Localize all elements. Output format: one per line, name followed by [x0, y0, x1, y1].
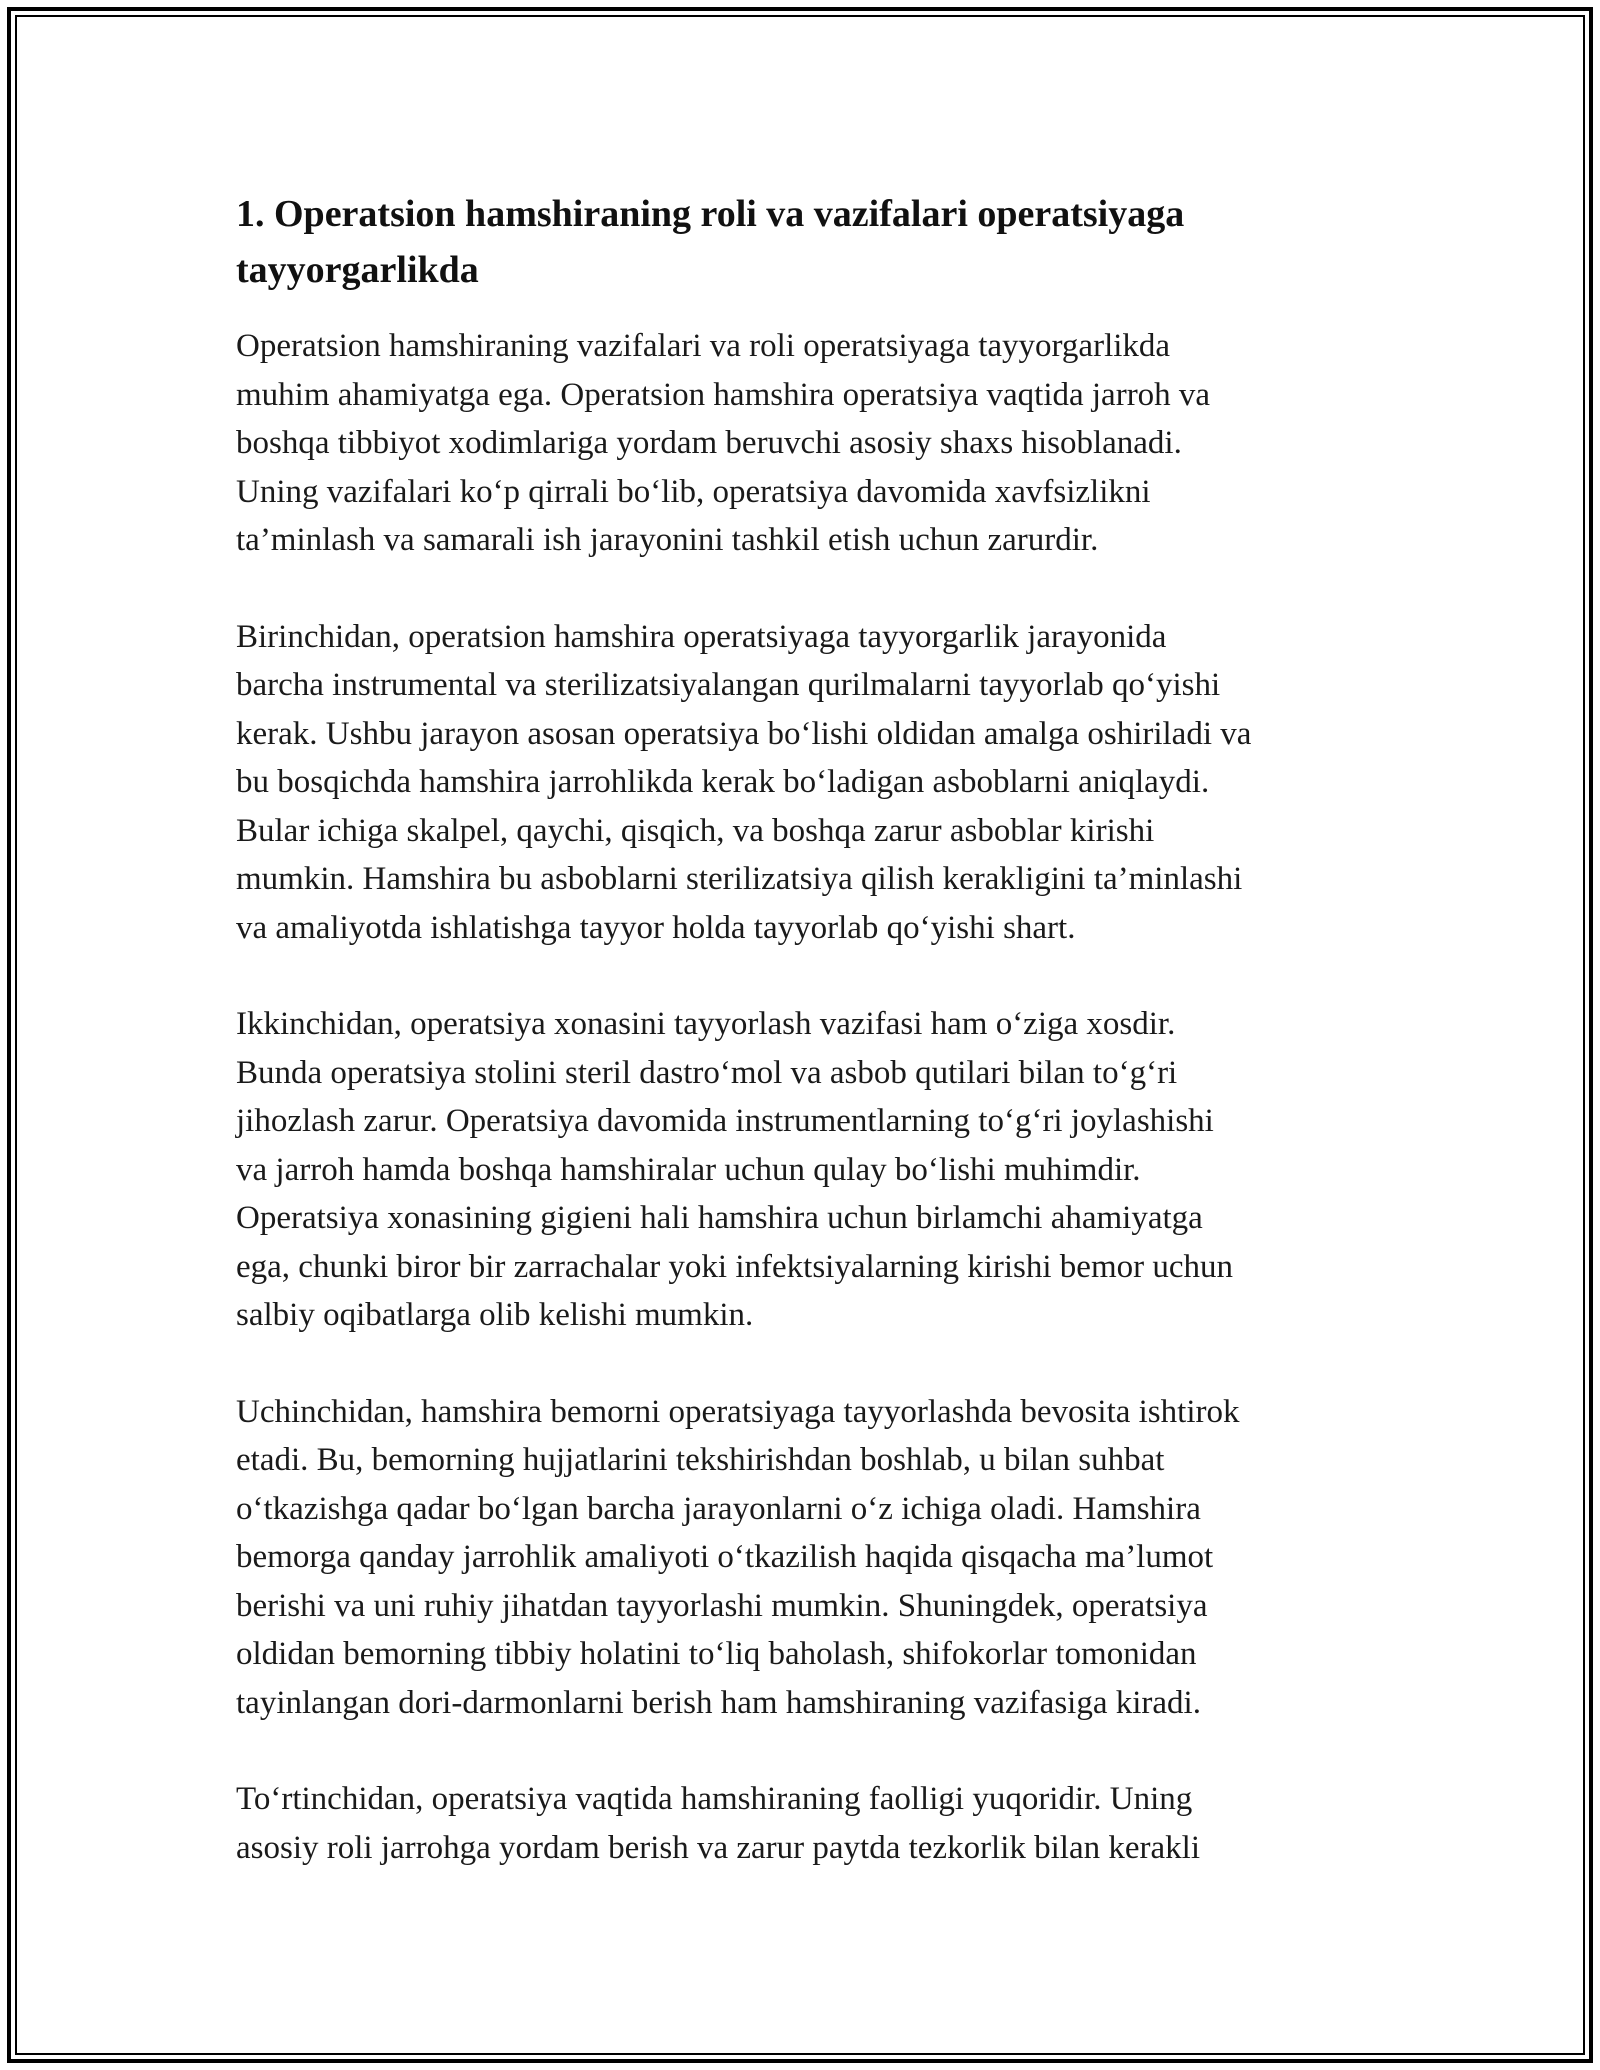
paragraph-line: o‘tkazishga qadar bo‘lgan barcha jarayonlarni o‘z ichiga oladi. Hamshira — [236, 1490, 1201, 1527]
paragraph-line: tayinlangan dori-darmonlarni berish ham hamshiraning vazifasiga kiradi. — [236, 1684, 1201, 1721]
paragraph-line: Birinchidan, operatsion hamshira operatsiyaga tayyorgarlik jarayonida — [236, 618, 1167, 655]
title-line: tayyorgarlikda — [236, 249, 479, 291]
paragraph-line: bemorga qanday jarrohlik amaliyoti o‘tkazilish haqida qisqacha ma’lumot — [236, 1539, 1214, 1575]
paragraph-line: jihozlash zarur. Operatsiya davomida instrumentlarning to‘g‘ri joylashishi — [236, 1103, 1214, 1139]
page-title — [236, 186, 1376, 298]
paragraph-line: va jarroh hamda boshqa hamshiralar uchun qulay bo‘lishi muhimdir. — [236, 1151, 1141, 1188]
paragraph-line: muhim ahamiyatga ega. Operatsion hamshira operatsiya vaqtida jarroh va — [236, 376, 1211, 413]
paragraph-line: To‘rtinchidan, operatsiya vaqtida hamshiraning faolligi yuqoridir. Uning — [236, 1781, 1193, 1817]
paragraph-first — [236, 613, 1376, 953]
paragraph-line: Operatsiya xonasining gigieni hali hamshira uchun birlamchi ahamiyatga — [236, 1200, 1203, 1236]
paragraph-line: Bunda operatsiya stolini steril dastro‘mol va asbob qutilari bilan to‘g‘ri — [236, 1054, 1178, 1091]
paragraph-line: bu bosqichda hamshira jarrohlikda kerak bo‘ladigan asboblarni aniqlaydi. — [236, 764, 1210, 800]
paragraph-line: boshqa tibbiyot xodimlariga yordam beruvchi asosiy shaxs hisoblanadi. — [236, 425, 1182, 461]
paragraph-line: ega, chunki biror bir zarrachalar yoki infektsiyalarning kirishi bemor uchun — [236, 1248, 1233, 1285]
paragraph-line: oldidan bemorning tibbiy holatini to‘liq baholash, shifokorlar tomonidan — [236, 1636, 1197, 1672]
document-body — [236, 186, 1376, 1920]
paragraph-third — [236, 1388, 1376, 1728]
paragraph-line: kerak. Ushbu jarayon asosan operatsiya bo‘lishi oldidan amalga oshiriladi va — [236, 715, 1252, 752]
paragraph-line: etadi. Bu, bemorning hujjatlarini tekshirishdan boshlab, u bilan suhbat — [236, 1442, 1165, 1478]
paragraph-second — [236, 1000, 1376, 1340]
paragraph-fourth — [236, 1775, 1376, 1872]
paragraph-intro — [236, 322, 1376, 565]
paragraph-line: mumkin. Hamshira bu asboblarni sterilizatsiya qilish kerakligini ta’minlashi — [236, 861, 1243, 897]
paragraph-line: asosiy roli jarrohga yordam berish va zarur paytda tezkorlik bilan kerakli — [236, 1829, 1200, 1866]
paragraph-line: salbiy oqibatlarga olib kelishi mumkin. — [236, 1297, 754, 1333]
paragraph-line: Uchinchidan, hamshira bemorni operatsiyaga tayyorlashda bevosita ishtirok — [236, 1393, 1240, 1430]
paragraph-line: barcha instrumental va sterilizatsiyalangan qurilmalarni tayyorlab qo‘yishi — [236, 667, 1221, 703]
paragraph-line: va amaliyotda ishlatishga tayyor holda tayyorlab qo‘yishi shart. — [236, 909, 1076, 946]
paragraph-line: Uning vazifalari ko‘p qirrali bo‘lib, operatsiya davomida xavfsizlikni — [236, 473, 1151, 510]
paragraph-line: Operatsion hamshiraning vazifalari va roli operatsiyaga tayyorgarlikda — [236, 328, 1171, 364]
paragraph-line: Ikkinchidan, operatsiya xonasini tayyorlash vazifasi ham o‘ziga xosdir. — [236, 1006, 1176, 1042]
paragraph-line: berishi va uni ruhiy jihatdan tayyorlashi mumkin. Shuningdek, operatsiya — [236, 1587, 1208, 1624]
title-line: 1. Operatsion hamshiraning roli va vazifalari operatsiyaga — [236, 193, 1185, 235]
paragraph-line: ta’minlash va samarali ish jarayonini tashkil etish uchun zarurdir. — [236, 522, 1099, 558]
paragraph-line: Bular ichiga skalpel, qaychi, qisqich, va boshqa zarur asboblar kirishi — [236, 812, 1155, 849]
